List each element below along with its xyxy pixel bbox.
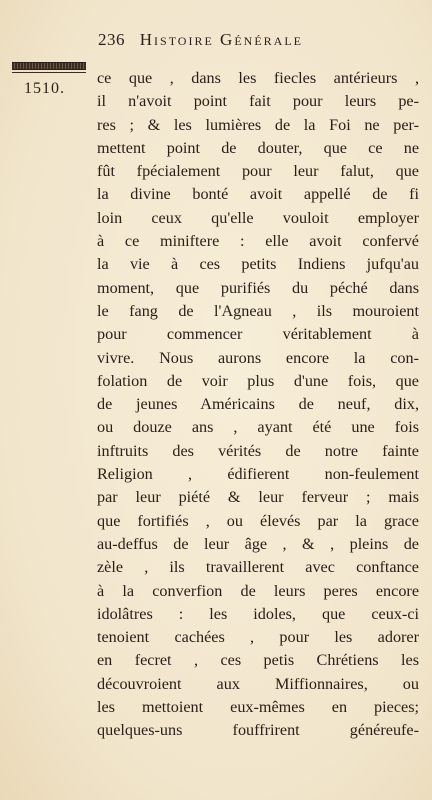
running-title: Histoire Générale bbox=[139, 30, 303, 49]
text-line: mettent point de douter, que ce ne bbox=[97, 138, 419, 157]
text-line: au-deffus de leur âge , & , pleins de bbox=[97, 534, 419, 553]
text-line: fût fpécialement pour leur falut, que bbox=[97, 162, 419, 181]
text-line: en fecret , ces petis Chrétiens les bbox=[97, 651, 419, 670]
text-line: pour commencer véritablement à bbox=[97, 325, 419, 344]
text-line: les mettoient eux-mêmes en pieces; bbox=[97, 698, 419, 717]
text-line: ce que , dans les fiecles antérieurs , bbox=[97, 69, 419, 87]
body-text bbox=[97, 67, 419, 743]
text-line: à la converfion de leurs peres encore bbox=[97, 581, 419, 600]
text-line: folation de voir plus d'une fois, que bbox=[97, 371, 419, 390]
text-line: tenoient cachées , pour les adorer bbox=[97, 628, 419, 647]
running-head bbox=[98, 30, 398, 50]
text-line: il n'avoit point fait pour leurs pe- bbox=[97, 92, 419, 111]
text-line: quelques-uns fouffrirent généreufe- bbox=[97, 721, 419, 740]
text-line: idolâtres : les idoles, que ceux-ci bbox=[97, 604, 419, 623]
text-line: zèle , ils travaillerent avec conftance bbox=[97, 558, 419, 577]
text-line: inftruits des vérités de notre fainte bbox=[97, 441, 419, 460]
text-line: vivre. Nous aurons encore la con- bbox=[97, 348, 419, 367]
text-line: moment, que purifiés du péché dans bbox=[97, 278, 419, 297]
text-line: par leur piété & leur ferveur ; mais bbox=[97, 488, 419, 507]
text-line: que fortifiés , ou élevés par la grace bbox=[97, 511, 419, 530]
page-number: 236 bbox=[98, 30, 125, 49]
margin-year-note: 1510. bbox=[24, 80, 65, 97]
text-line: découvroient aux Miffionnaires, ou bbox=[97, 674, 419, 693]
text-line: ou douze ans , ayant été une fois bbox=[97, 418, 419, 437]
text-line: de jeunes Américains de neuf, dix, bbox=[97, 395, 419, 414]
text-line: la divine bonté avoit appellé de fi bbox=[97, 185, 419, 204]
text-line: la vie à ces petits Indiens jufqu'au bbox=[97, 255, 419, 274]
text-line: loin ceux qu'elle vouloit employer bbox=[97, 208, 419, 227]
printer-ornament bbox=[12, 62, 86, 70]
text-line: à ce miniftere : elle avoit confervé bbox=[97, 232, 419, 251]
text-line: res ; & les lumières de la Foi ne per- bbox=[97, 115, 419, 134]
text-line: le fang de l'Agneau , ils mouroient bbox=[97, 301, 419, 320]
ornament-rule bbox=[12, 72, 86, 73]
text-line: Religion , édifierent non-feulement bbox=[97, 465, 419, 484]
